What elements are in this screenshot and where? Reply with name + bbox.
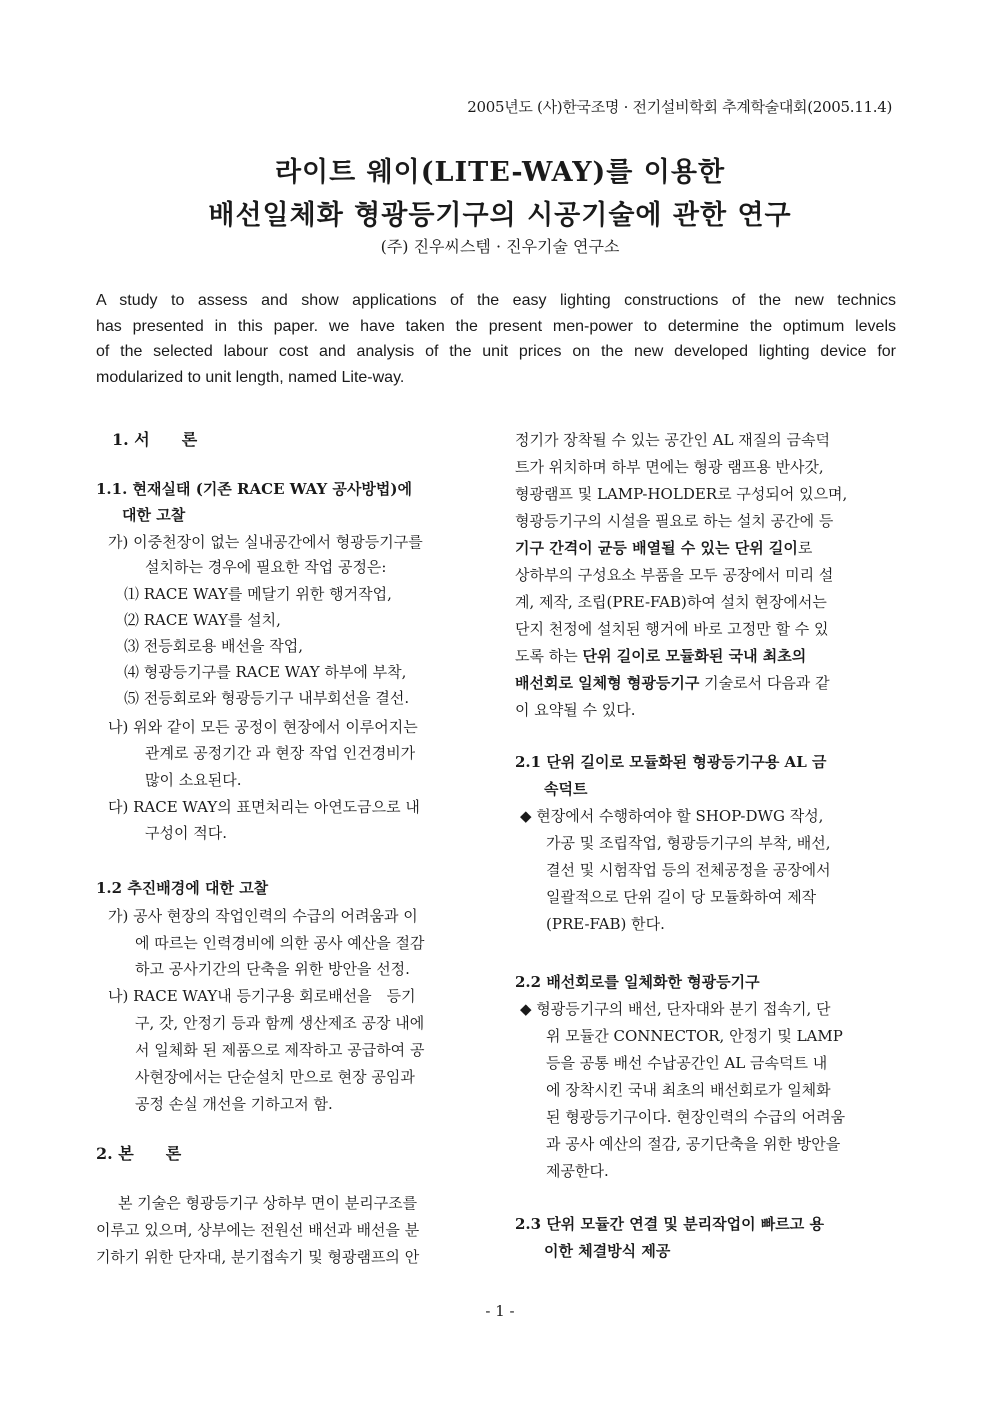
text-line: 나) RACE WAY내 등기구용 회로배선을 등기 xyxy=(108,987,416,1005)
list-item: ⑴ RACE WAY를 메달기 위한 행거작업, xyxy=(124,585,392,603)
text-fragment: 기술로서 다음과 같 xyxy=(699,674,830,692)
text-line: 가) 공사 현장의 작업인력의 수급의 어려움과 이 xyxy=(108,907,418,925)
text-line: 가공 및 조립작업, 형광등기구의 부착, 배선, xyxy=(546,834,831,852)
text-fragment: 로 xyxy=(797,539,813,557)
text-line: 서 일체화 된 제품으로 제작하고 공급하여 공 xyxy=(135,1041,425,1059)
text-line: 일괄적으로 단위 길이 당 모듈화하여 제작 xyxy=(546,888,817,906)
text-line: 과 공사 예산의 절감, 공기단축을 위한 방안을 xyxy=(546,1135,841,1153)
text-line: 에 장착시킨 국내 최초의 배선회로가 일체화 xyxy=(546,1081,831,1099)
emphasis-text: 기구 간격이 균등 배열될 수 있는 단위 길이 xyxy=(515,539,798,557)
text-line: 이루고 있으며, 상부에는 전원선 배선과 배선을 분 xyxy=(96,1221,420,1239)
text-line: 나) 위와 같이 모든 공정이 현장에서 이루어지는 xyxy=(108,718,418,736)
text-line: 위 모듈간 CONNECTOR, 안정기 및 LAMP xyxy=(546,1027,843,1045)
text-line: 가) 이중천장이 없는 실내공간에서 형광등기구를 xyxy=(108,533,423,551)
emphasis-text: 단위 길이로 모듈화된 국내 최초의 xyxy=(582,647,807,665)
text-fragment: 도록 하는 xyxy=(515,647,583,665)
emphasis-text: 배선회로 일체형 형광등기구 xyxy=(515,674,700,692)
subsection-heading-2-1-cont: 속덕트 xyxy=(544,780,588,798)
text-line: 단지 천정에 설치된 행거에 바로 고정만 할 수 있 xyxy=(515,620,829,638)
subsection-heading-1-1-cont: 대한 고찰 xyxy=(122,506,186,524)
text-line xyxy=(515,646,806,666)
text-line: 등을 공통 배선 수납공간인 AL 금속덕트 내 xyxy=(546,1054,828,1072)
text-line: 제공한다. xyxy=(546,1162,609,1180)
text-line: 하고 공사기간의 단축을 위한 방안을 선정. xyxy=(135,960,410,978)
text-line: 관계로 공정기간 과 현장 작업 인건경비가 xyxy=(145,744,416,762)
paper-title-line-2: 배선일체화 형광등기구의 시공기술에 관한 연구 xyxy=(208,200,792,231)
text-line: 상하부의 구성요소 부품을 모두 공장에서 미리 설 xyxy=(515,566,834,584)
subsection-heading-2-1: 2.1 단위 길이로 모듈화된 형광등기구용 AL 금 xyxy=(515,753,827,771)
text-line xyxy=(515,673,830,693)
list-item: ⑶ 전등회로용 배선을 작업, xyxy=(124,637,303,655)
abstract-line: A study to assess and show applications of the easy lighting constructions of the new technics xyxy=(96,292,896,309)
text-line: 본 기술은 형광등기구 상하부 면이 분리구조를 xyxy=(118,1194,418,1212)
text-line: 결선 및 시험작업 등의 전체공정을 공장에서 xyxy=(546,861,831,879)
list-item: ⑵ RACE WAY를 설치, xyxy=(124,611,281,629)
conference-header: 2005년도 (사)한국조명 · 전기설비학회 추계학술대회(2005.11.4) xyxy=(467,98,892,116)
subsection-heading-1-2: 1.2 추진배경에 대한 고찰 xyxy=(96,879,269,897)
text-line: 형광램프 및 LAMP-HOLDER로 구성되어 있으며, xyxy=(515,485,848,503)
text-line: 설치하는 경우에 필요한 작업 공정은: xyxy=(145,558,387,576)
abstract-line: modularized to unit length, named Lite-way. xyxy=(96,368,405,386)
text-line xyxy=(515,538,812,558)
section-heading-body: 2. 본 론 xyxy=(96,1144,182,1163)
list-item: ⑸ 전등회로와 형광등기구 내부회선을 결선. xyxy=(124,689,410,707)
paper-title-line-1: 라이트 웨이(LITE-WAY)를 이용한 xyxy=(274,157,726,188)
bullet-item: ◆ 형광등기구의 배선, 단자대와 분기 접속기, 단 xyxy=(520,1000,831,1018)
section-heading-introduction: 1. 서 론 xyxy=(112,430,198,449)
text-line: 사현장에서는 단순설치 만으로 현장 공임과 xyxy=(135,1068,415,1086)
text-line: 계, 제작, 조립(PRE-FAB)하여 설치 현장에서는 xyxy=(515,593,827,611)
text-line: 정기가 장착될 수 있는 공간인 AL 재질의 금속덕 xyxy=(515,431,830,449)
subsection-heading-2-3: 2.3 단위 모듈간 연결 및 분리작업이 빠르고 용 xyxy=(515,1215,824,1233)
text-line: 트가 위치하며 하부 면에는 형광 램프용 반사갓, xyxy=(515,458,824,476)
page-number: - 1 - xyxy=(485,1302,515,1320)
text-line: 구, 갓, 안정기 등과 함께 생산제조 공장 내에 xyxy=(135,1014,425,1032)
list-item: ⑷ 형광등기구를 RACE WAY 하부에 부착, xyxy=(124,663,407,681)
text-line: 형광등기구의 시설을 필요로 하는 설치 공간에 등 xyxy=(515,512,834,530)
text-line: (PRE-FAB) 한다. xyxy=(546,915,665,933)
abstract xyxy=(96,288,896,390)
subsection-heading-2-2: 2.2 배선회로를 일체화한 형광등기구 xyxy=(515,973,760,991)
subsection-heading-2-3-cont: 이한 체결방식 제공 xyxy=(544,1242,671,1260)
text-line: 이 요약될 수 있다. xyxy=(515,701,636,719)
text-line: 기하기 위한 단자대, 분기접속기 및 형광램프의 안 xyxy=(96,1248,420,1266)
abstract-line: of the selected labour cost and analysis of the unit prices on the new developed lighting device for xyxy=(96,343,896,360)
authors: (주) 진우씨스템 · 진우기술 연구소 xyxy=(380,237,620,256)
text-line: 다) RACE WAY의 표면처리는 아연도금으로 내 xyxy=(108,798,420,816)
text-line: 공정 손실 개선을 기하고저 함. xyxy=(135,1095,333,1113)
bullet-item: ◆ 현장에서 수행하여야 할 SHOP-DWG 작성, xyxy=(520,807,824,825)
text-line: 된 형광등기구이다. 현장인력의 수급의 어려움 xyxy=(546,1108,846,1126)
subsection-heading-1-1: 1.1. 현재실태 (기존 RACE WAY 공사방법)에 xyxy=(96,480,412,498)
abstract-line: has presented in this paper. we have taken the present men-power to determine the optimum levels xyxy=(96,317,896,335)
text-line: 많이 소요된다. xyxy=(145,771,242,789)
text-line: 에 따르는 인력경비에 의한 공사 예산을 절감 xyxy=(135,934,425,952)
text-line: 구성이 적다. xyxy=(145,824,227,842)
